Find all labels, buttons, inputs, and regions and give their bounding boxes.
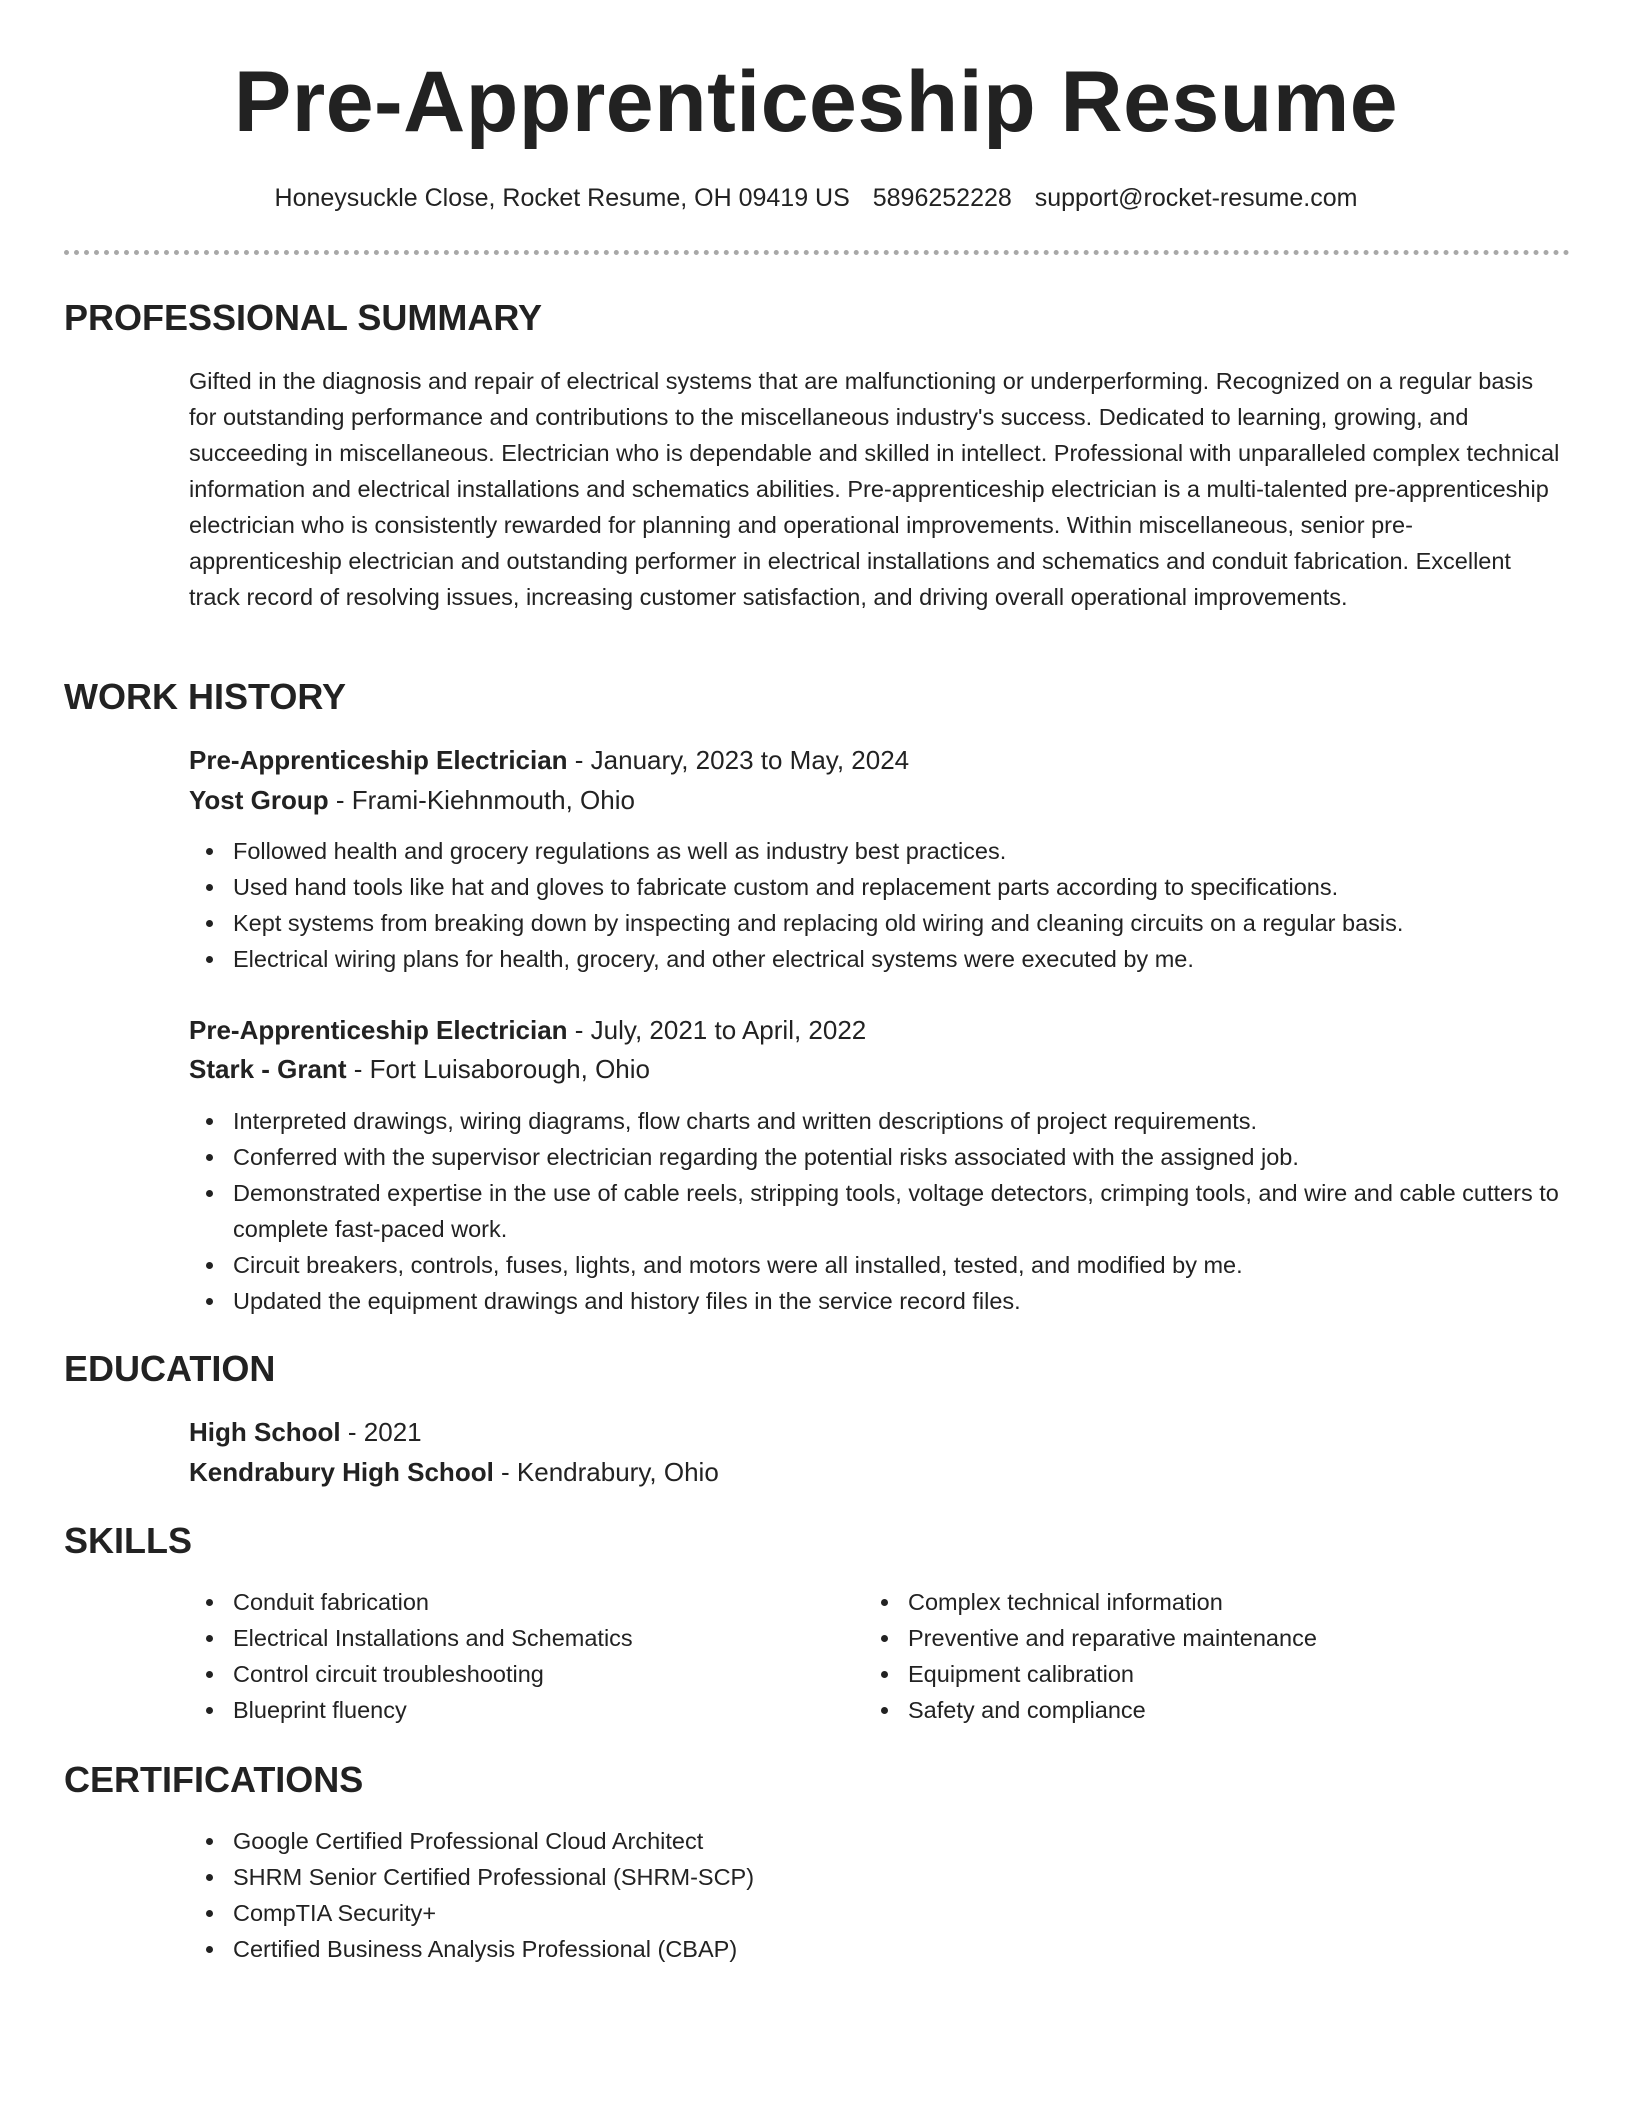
job-title: Pre-Apprenticeship Electrician [189,1015,568,1045]
list-item: Google Certified Professional Cloud Architect [189,1823,1569,1859]
list-item: CompTIA Security+ [189,1895,1569,1931]
certifications-list [189,1823,1569,1967]
education-school: Kendrabury High School [189,1457,494,1487]
skills-list-left [189,1584,849,1728]
header-divider [64,250,1570,255]
section-heading-work-history: WORK HISTORY [64,676,347,717]
section-heading-education: EDUCATION [64,1348,276,1389]
list-item: Circuit breakers, controls, fuses, lights, and motors were all installed, tested, and modified by me. [189,1247,1569,1283]
list-item: Electrical Installations and Schematics [189,1620,849,1656]
list-item: Certified Business Analysis Professional (CBAP) [189,1931,1569,1967]
job-location: - Fort Luisaborough, Ohio [346,1054,650,1084]
skills-list-right [864,1584,1564,1728]
job-company: Stark - Grant [189,1054,347,1084]
contact-email: support@rocket-resume.com [1034,184,1358,212]
section-heading-skills: SKILLS [64,1520,193,1561]
job-1-company-line [189,781,635,819]
list-item: Demonstrated expertise in the use of cable reels, stripping tools, voltage detectors, crimping tools, and wire and cable cutters to complete fast-paced work. [189,1175,1569,1247]
list-item: SHRM Senior Certified Professional (SHRM-SCP) [189,1859,1569,1895]
job-2-bullets [189,1103,1569,1319]
list-item: Used hand tools like hat and gloves to fabricate custom and replacement parts according to specifications. [189,869,1569,905]
job-2-company-line [189,1050,650,1088]
list-item: Safety and compliance [864,1692,1564,1728]
list-item: Interpreted drawings, wiring diagrams, flow charts and written descriptions of project requirements. [189,1103,1569,1139]
list-item: Equipment calibration [864,1656,1564,1692]
list-item: Conferred with the supervisor electrician regarding the potential risks associated with the assigned job. [189,1139,1569,1175]
list-item: Electrical wiring plans for health, grocery, and other electrical systems were executed by me. [189,941,1569,977]
education-school-line [189,1453,719,1491]
summary-text: Gifted in the diagnosis and repair of electrical systems that are malfunctioning or underperforming. Recognized on a regular basis for outstanding performance and contributions to the miscellaneous industry's success. Dedicated to learning, growing, and succeeding in miscellaneous. Electrician who is dependable and skilled in intellect. Professional with unparalleled complex technical information and electrical installations and schematics abilities. Pre-apprenticeship electrician is a multi-talented pre-apprenticeship electrician who is consistently rewarded for planning and operational improvements. Within miscellaneous, senior pre-apprenticeship electrician and outstanding performer in electrical installations and schematics and conduit fabrication. Excellent track record of resolving issues, increasing customer satisfaction, and driving overall operational improvements. [189,368,1560,610]
job-company: Yost Group [189,785,329,815]
job-dates: - July, 2021 to April, 2022 [567,1015,867,1045]
section-heading-summary: PROFESSIONAL SUMMARY [64,297,543,338]
list-item: Conduit fabrication [189,1584,849,1620]
resume-title: Pre-Apprenticeship Resume [233,54,1399,150]
job-location: - Frami-Kiehnmouth, Ohio [328,785,635,815]
list-item: Updated the equipment drawings and history files in the service record files. [189,1283,1569,1319]
list-item: Complex technical information [864,1584,1564,1620]
contact-address: Honeysuckle Close, Rocket Resume, OH 09419 US [274,184,850,212]
education-degree-line [189,1413,422,1451]
job-2-title-line [189,1011,866,1049]
list-item: Blueprint fluency [189,1692,849,1728]
list-item: Kept systems from breaking down by inspecting and replacing old wiring and cleaning circuits on a regular basis. [189,905,1569,941]
job-1-bullets [189,833,1569,977]
contact-phone: 5896252228 [872,184,1012,212]
section-heading-certifications: CERTIFICATIONS [64,1759,364,1800]
list-item: Preventive and reparative maintenance [864,1620,1564,1656]
contact-line [0,180,1632,216]
education-year: - 2021 [340,1417,422,1447]
list-item: Control circuit troubleshooting [189,1656,849,1692]
job-title: Pre-Apprenticeship Electrician [189,745,568,775]
job-1-title-line [189,741,909,779]
education-location: - Kendrabury, Ohio [493,1457,719,1487]
list-item: Followed health and grocery regulations as well as industry best practices. [189,833,1569,869]
education-degree: High School [189,1417,341,1447]
job-dates: - January, 2023 to May, 2024 [567,745,910,775]
